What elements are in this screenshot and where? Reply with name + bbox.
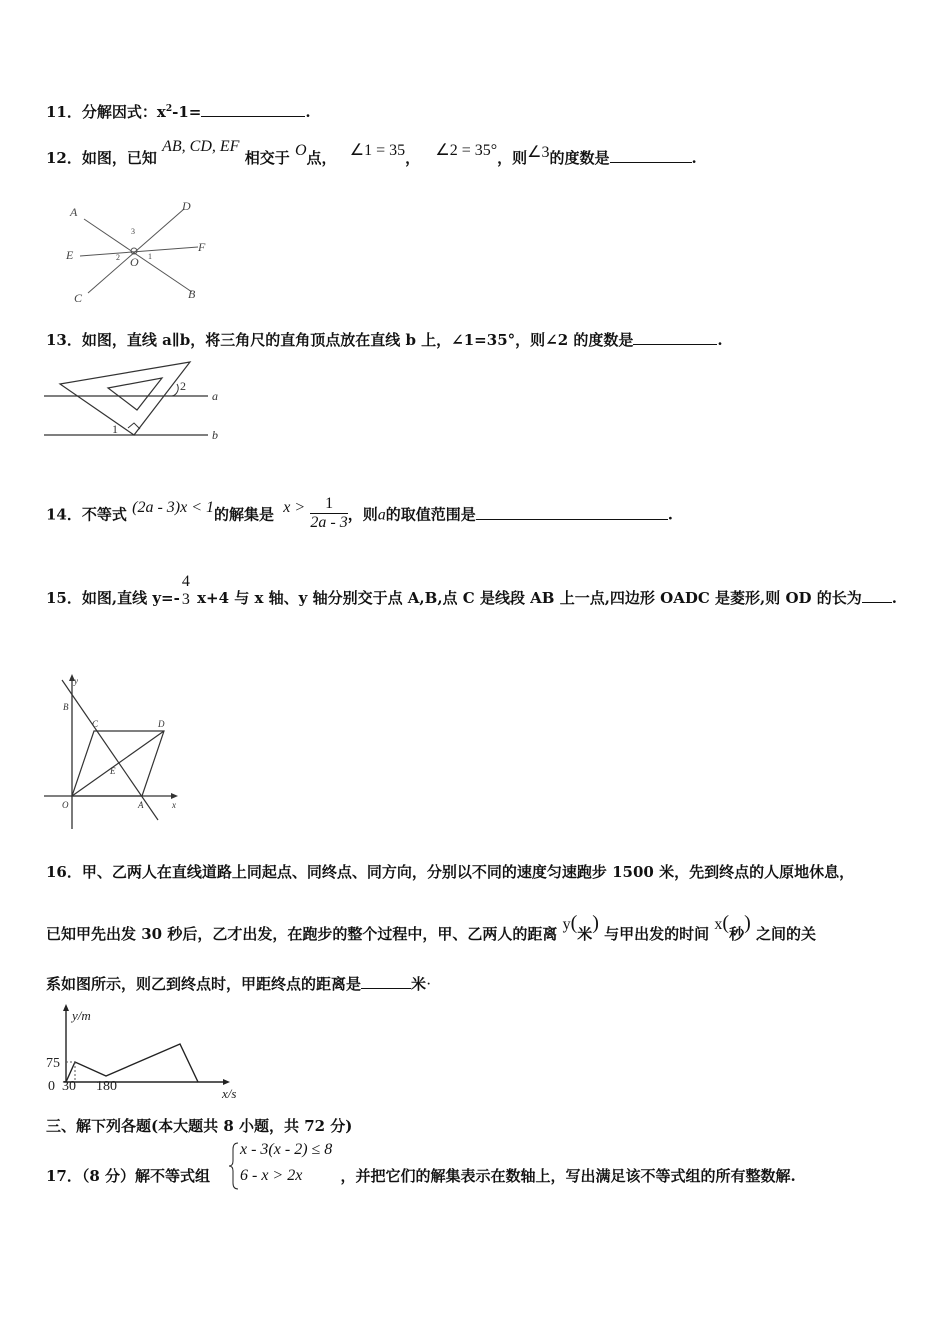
q15-figure <box>44 674 192 832</box>
q16-line3: 系如图所示，则乙到终点时，甲距终点的距离是 <box>46 975 362 993</box>
q11-end: . <box>305 103 311 121</box>
q14-answer-blank[interactable] <box>476 505 668 520</box>
distance-graph <box>66 1044 198 1082</box>
q11-sup: 2 <box>165 104 173 114</box>
brace-icon <box>228 1141 240 1191</box>
tick-0: 0 <box>48 1079 55 1094</box>
q16-number: 16． <box>46 863 82 881</box>
q11-tail: -1= <box>172 103 202 121</box>
q11-text: 分解因式：x <box>81 103 166 121</box>
label-75: 75 <box>46 1056 60 1071</box>
q17-tail: ，并把它们的解集表示在数轴上，写出满足该不等式组的所有整数解. <box>340 1167 796 1185</box>
triangle-outer <box>60 362 190 435</box>
q12-angle1: ∠1 = 35 <box>349 142 406 159</box>
q16-line3-end: 米 <box>411 975 427 993</box>
q16-x-unit: 秒 <box>729 925 745 943</box>
q17-ineq1: x - 3(x - 2) ≤ 8 <box>240 1141 333 1158</box>
q12-point: O <box>294 142 307 159</box>
q15-number: 15． <box>46 589 82 607</box>
q16-line2-tail: 之间的关 <box>756 925 817 943</box>
q12-end: . <box>691 149 697 167</box>
q14-solution-x: x > <box>283 498 306 516</box>
q12-angle3: ∠3 <box>527 144 550 161</box>
q11-answer-blank[interactable] <box>201 102 305 117</box>
q14-mid: 的解集是 <box>214 505 275 524</box>
question-17 <box>46 1166 796 1186</box>
label-D: D <box>182 199 191 213</box>
diagonal-OD <box>72 731 164 796</box>
question-12 <box>46 138 697 169</box>
tick-30: 30 <box>62 1079 76 1094</box>
label-B: B <box>63 702 69 712</box>
label-B: B <box>188 287 196 301</box>
q16-answer-blank[interactable] <box>361 974 411 989</box>
label-O: O <box>62 800 69 810</box>
label-E: E <box>110 766 116 776</box>
y-axis-arrow <box>63 1004 69 1011</box>
q14-frac-num: 1 <box>325 495 334 512</box>
q17-ineq2: 6 - x > 2x <box>240 1167 303 1184</box>
q12-mid3: ，则 <box>497 149 528 167</box>
q12-pre: 如图，已知 <box>81 149 157 167</box>
q12-lines: AB, CD, EF <box>162 138 240 155</box>
q17-system <box>228 1141 358 1191</box>
angle-2-arc <box>172 384 178 396</box>
label-A: A <box>138 800 144 810</box>
q15-fraction <box>180 573 192 609</box>
question-15 <box>46 573 897 617</box>
question-13 <box>46 330 723 350</box>
right-angle-mark <box>128 423 140 429</box>
question-16-line-2: 已知甲先出发 30 秒后，乙才出发，在跑步的整个过程中，甲、乙两人的距离 y(米) 与甲出发的时间 x(秒) 之间的关 <box>46 912 817 943</box>
q14-solution-fraction <box>310 495 347 532</box>
question-11 <box>46 102 311 125</box>
q12-sep1: ， <box>405 149 421 167</box>
q16-y-var: y <box>562 916 571 933</box>
q16-x-ticks <box>46 1079 196 1101</box>
q12-figure <box>62 196 212 306</box>
q12-angle2: ∠2 = 35° <box>435 142 498 159</box>
q14-end: . <box>667 505 673 524</box>
line-CD <box>88 209 184 293</box>
label-2: 2 <box>180 379 186 393</box>
label-b: b <box>212 428 218 442</box>
q13-text: 如图，直线 a∥b，将三角尺的直角顶点放在直线 b 上，∠1=35°，则∠2 的度数是 <box>81 331 634 349</box>
q17-pre: 解不等式组 <box>135 1167 211 1185</box>
label-1: 1 <box>148 252 152 261</box>
q13-number: 13． <box>46 331 82 349</box>
q15-frac-den: 3 <box>181 591 190 608</box>
q12-number: 12． <box>46 149 82 167</box>
q12-mid2: 点， <box>306 149 337 167</box>
q14-mid2: ，则 <box>347 505 378 524</box>
q15-tail: x+4 与 x 轴、y 轴分别交于点 A,B,点 C 是线段 AB 上一点,四边形 OADC 是菱形,则 OD 的长为 <box>197 589 862 607</box>
q14-number: 14． <box>46 505 82 524</box>
x-axis-arrow <box>171 793 178 799</box>
x-axis-arrow <box>223 1079 230 1085</box>
q13-end: . <box>717 331 723 349</box>
q14-pre: 不等式 <box>81 505 127 524</box>
q16-x-var: x <box>714 916 723 933</box>
q13-answer-blank[interactable] <box>633 330 717 345</box>
question-16-line-3: 系如图所示，则乙到终点时，甲距终点的距离是 米· <box>46 975 432 993</box>
label-A: A <box>70 205 78 219</box>
section3-title: 三、解下列各题(本大题共 8 小题，共 72 分) <box>46 1117 353 1135</box>
q16-line2-pre: 已知甲先出发 30 秒后，乙才出发，在跑步的整个过程中，甲、乙两人的距离 <box>46 925 558 943</box>
label-ylabel: y/m <box>72 1008 91 1023</box>
label-O: O <box>130 255 139 269</box>
q16-y-unit: 米 <box>577 925 593 943</box>
label-3: 3 <box>131 227 135 236</box>
line-AB <box>62 680 158 820</box>
q12-answer-blank[interactable] <box>610 148 692 163</box>
section-3-heading <box>46 1116 352 1136</box>
label-F: F <box>198 240 206 254</box>
question-14 <box>46 497 673 534</box>
q16-line2-mid: 与甲出发的时间 <box>604 925 710 943</box>
q15-answer-blank[interactable] <box>862 588 892 603</box>
label-xlabel: x/s <box>222 1086 237 1101</box>
triangle-inner <box>108 378 162 410</box>
label-a: a <box>212 389 218 403</box>
q17-score: （8 分） <box>81 1167 136 1185</box>
q14-frac-den: 2a - 3 <box>310 514 348 531</box>
q16-line1: 甲、乙两人在直线道路上同起点、同终点、同方向，分别以不同的速度匀速跑步 1500 米，先到终点的人原地休息， <box>81 863 855 881</box>
q17-number: 17． <box>46 1167 82 1185</box>
q12-tail: 的度数是 <box>549 149 610 167</box>
label-y: y <box>74 676 78 686</box>
q15-frac-num: 4 <box>181 573 190 590</box>
label-1: 1 <box>112 422 118 436</box>
q14-inequality: (2a - 3)x < 1 <box>132 498 215 516</box>
q13-figure <box>44 356 234 446</box>
q11-number: 11． <box>46 103 82 121</box>
q15-end: . <box>891 589 897 607</box>
q14-var-a: a <box>377 506 386 524</box>
question-16-line-1 <box>46 862 854 882</box>
label-E: E <box>66 248 74 262</box>
label-x: x <box>172 800 176 810</box>
tick-180: 180 <box>96 1079 117 1094</box>
q15-pre: 如图,直线 y=- <box>81 589 180 607</box>
q14-tail: 的取值范围是 <box>385 505 476 524</box>
q12-mid1: 相交于 <box>244 149 290 167</box>
label-D: D <box>158 719 165 729</box>
label-C: C <box>92 719 99 729</box>
label-C: C <box>74 291 83 305</box>
label-2: 2 <box>116 253 120 262</box>
